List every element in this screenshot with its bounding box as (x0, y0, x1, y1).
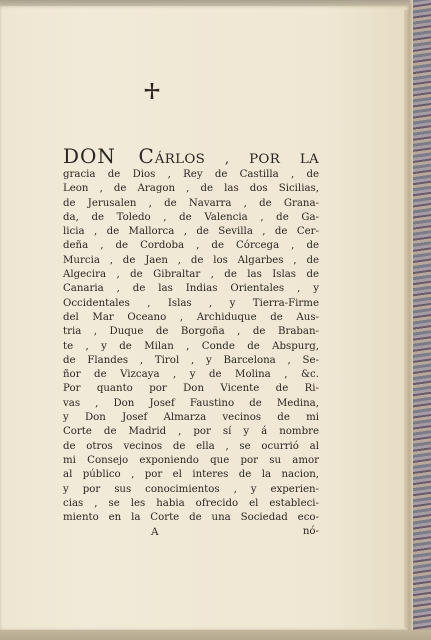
text-line: da, de Toledo , de Valencia , de Ga- (63, 211, 319, 223)
text-line: deña , de Cordoba , de Córcega , de (63, 240, 319, 252)
text-line: Leon , de Aragon , de las dos Sicilias, (63, 183, 319, 195)
text-line: tria , Duque de Borgoña , de Braban- (63, 326, 319, 338)
opening-line: DON CÁRLOS , POR LA (63, 144, 319, 168)
text-line: miento en la Corte de una Sociedad eco- (63, 512, 319, 524)
text-line: de Jerusalen , de Navarra , de Grana- (63, 197, 319, 209)
text-line: al público , por el interes de la nacion, (63, 469, 319, 481)
text-line: Algecira , de Gibraltar , de las Islas de (63, 269, 319, 281)
signature-mark: A (151, 526, 159, 539)
text-line: Occidentales , Islas , y Tierra-Firme (63, 297, 319, 309)
text-line: ñor de Vizcaya , y de Molina , &c. (63, 369, 319, 381)
dropcap-word: DON C (63, 144, 155, 168)
text-line: cias , se les habia ofrecido el estableci- (63, 497, 319, 509)
text-line: vas , Don Josef Faustino de Medina, (63, 397, 319, 409)
decree-body-text (63, 144, 319, 539)
text-line: y Don Josef Almarza vecinos de mi (63, 412, 319, 424)
text-line: te , y de Milan , Conde de Abspurg, (63, 340, 319, 352)
cross-pattee-icon (143, 82, 161, 100)
text-line: del Mar Oceano , Archiduque de Aus- (63, 311, 319, 323)
page-footer (63, 525, 319, 539)
text-line: gracia de Dios , Rey de Castilla , de (63, 169, 319, 180)
text-line: Canaria , de las Indias Orientales , y (63, 283, 319, 295)
text-line: de otros vecinos de ella , se ocurrió al (63, 440, 319, 452)
text-line: mi Consejo exponiendo que por su amor (63, 454, 319, 466)
marbled-book-edge (409, 0, 431, 640)
scan-background-bottom (0, 630, 431, 640)
text-line: Corte de Madrid , por sí y á nombre (63, 426, 319, 438)
text-line: Murcia , de Jaen , de los Algarbes , de (63, 254, 319, 266)
text-line: y por sus conocimientos , y experien- (63, 483, 319, 495)
text-line: de Flandes , Tirol , y Barcelona , Se- (63, 354, 319, 366)
text-line: Por quanto por Don Vicente de Ri- (63, 383, 319, 395)
catchword: nó- (302, 526, 319, 538)
text-line: licia , de Mallorca , de Sevilla , de Cer- (63, 226, 319, 238)
